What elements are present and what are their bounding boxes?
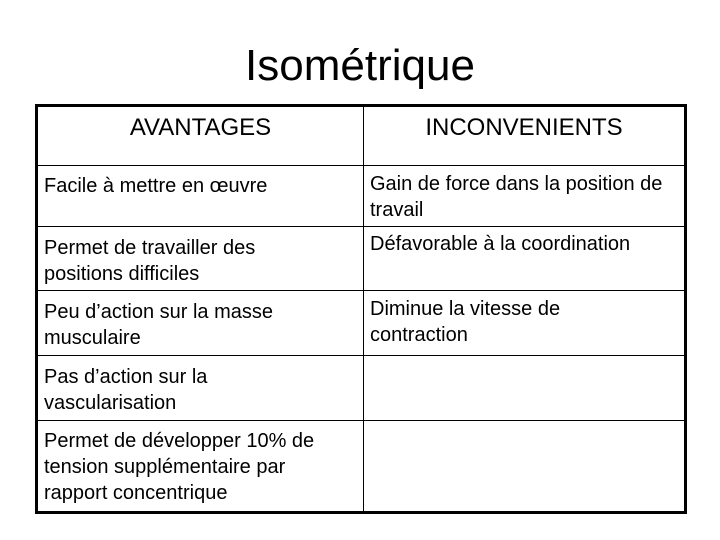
inconvenient-item: Gain de force dans la position de travail — [370, 173, 663, 221]
column-divider — [363, 107, 364, 511]
slide-title: Isométrique — [245, 41, 475, 90]
row-divider — [363, 420, 684, 421]
avantage-item: Facile à mettre en œuvre — [44, 175, 268, 197]
avantage-item: Permet de travailler des positions difficiles — [44, 237, 256, 285]
header-avantages: AVANTAGES — [129, 114, 272, 141]
avantage-item: Peu d’action sur la masse musculaire — [44, 301, 274, 349]
header-row-divider — [38, 165, 684, 166]
avantage-item: Pas d’action sur la vascularisation — [44, 366, 208, 414]
row-divider — [38, 290, 684, 291]
row-divider — [38, 226, 684, 227]
inconvenient-item: Défavorable à la coordination — [370, 233, 631, 255]
inconvenient-item: Diminue la vitesse de contraction — [370, 298, 561, 346]
header-inconvenients: INCONVENIENTS — [425, 114, 623, 141]
comparison-table — [35, 104, 687, 514]
avantage-item: Permet de développer 10% de tension supplémentaire par rapport concentrique — [44, 430, 315, 504]
row-divider — [38, 420, 363, 421]
row-divider — [38, 355, 684, 356]
